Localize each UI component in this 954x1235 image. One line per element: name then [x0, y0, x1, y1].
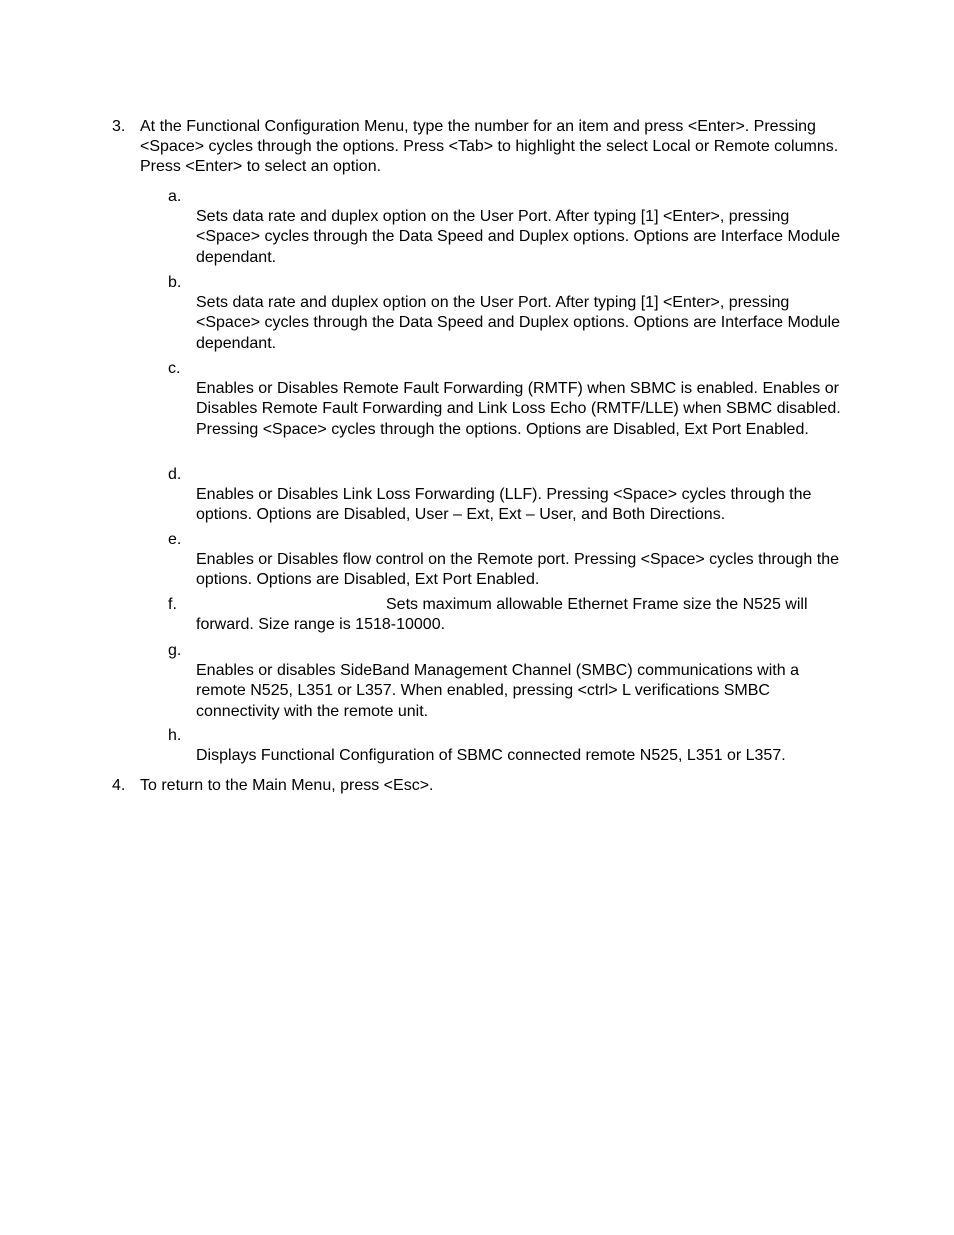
list-item-text: Displays Functional Configuration of SBMC connected remote N525, L351 or L357. [196, 747, 786, 764]
list-item-letter: e. [168, 531, 182, 548]
list-item-letter: c. [168, 360, 181, 377]
list-item-letter: b. [168, 274, 182, 291]
list-item-letter: d. [168, 466, 182, 483]
list-item-letter: f. [168, 596, 177, 613]
list-item-letter: h. [168, 727, 182, 744]
list-item-text: Sets data rate and duplex option on the User Port. After typing [1] <Enter>, pressing <Space> cycles through the Data Speed and Duplex options. Options are Interface Module dependant. [196, 208, 840, 266]
list-item-text: Sets data rate and duplex option on the User Port. After typing [1] <Enter>, pressing <Space> cycles through the Data Speed and Duplex options. Options are Interface Module dependant. [196, 294, 840, 352]
list-item-letter: g. [168, 642, 182, 659]
list-item-text: Enables or Disables Remote Fault Forwarding (RMTF) when SBMC is enabled. Enables or Disables Remote Fault Forwarding and Link Loss Echo (RMTF/LLE) when SBMC disabled. Pressing <Space> cycles through the options. Options are Disabled, Ext Port Enabled. [196, 380, 841, 438]
list-item-text: Enables or Disables Link Loss Forwarding (LLF). Pressing <Space> cycles through the options. Options are Disabled, User – Ext, Ext – User, and Both Directions. [196, 486, 812, 524]
list-item-text: Enables or Disables flow control on the Remote port. Pressing <Space> cycles through the options. Options are Disabled, Ext Port Enabled. [196, 551, 840, 589]
list-item-text: Enables or disables SideBand Management Channel (SMBC) communications with a remote N525, L351 or L357. When enabled, pressing <ctrl> L verifications SMBC connectivity with the remote unit. [196, 662, 799, 720]
step-3-text: At the Functional Configuration Menu, type the number for an item and press <Enter>. Pressing <Space> cycles through the options. Press <Tab> to highlight the select Local or Remote columns. Press <Enter> to select an option. [140, 118, 839, 175]
step-3-number: 3. [112, 118, 126, 135]
step-4-text: To return to the Main Menu, press <Esc>. [140, 777, 434, 794]
step-4-number: 4. [112, 777, 126, 794]
list-item-text: Sets maximum allowable Ethernet Frame size the N525 will forward. Size range is 1518-10000. [196, 596, 808, 634]
list-item-letter: a. [168, 188, 182, 205]
